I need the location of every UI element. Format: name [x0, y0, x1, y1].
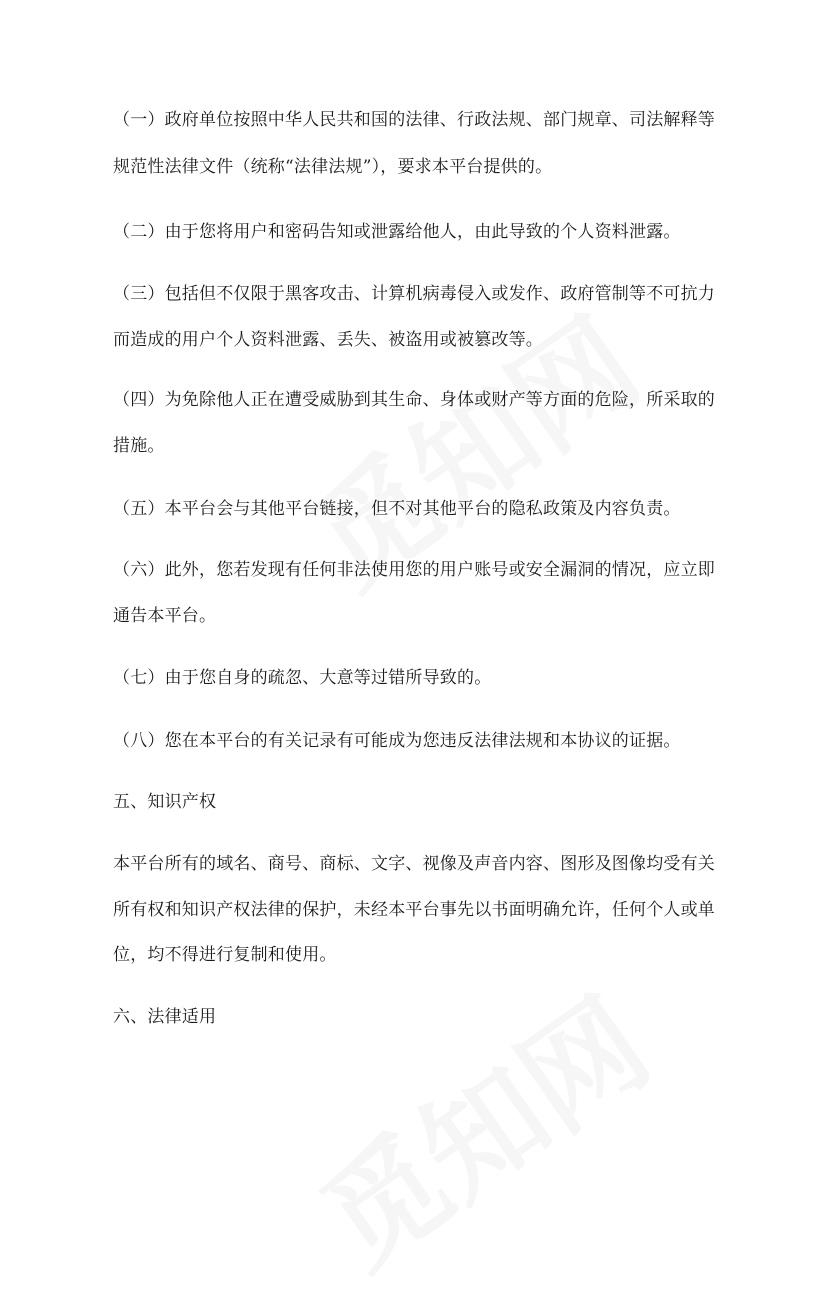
paragraph-1-line-1: （一）政府单位按照中华人民共和国的法律、行政法规、部门规章、司法解释等	[113, 110, 715, 130]
paragraph-8-line-1: （八）您在本平台的有关记录有可能成为您违反法律法规和本协议的证据。	[113, 731, 681, 751]
paragraph-6-line-1: （六）此外，您若发现有任何非法使用您的用户账号或安全漏洞的情况，应立即	[113, 560, 715, 580]
paragraph-4-line-1: （四）为免除他人正在遭受威胁到其生命、身体或财产等方面的危险，所采取的	[113, 390, 715, 410]
watermark-lower	[283, 952, 677, 1299]
paragraph-3-line-1: （三）包括但不仅限于黑客攻击、计算机病毒侵入或发作、政府管制等不可抗力	[113, 284, 715, 304]
paragraph-9-line-1: 本平台所有的域名、商号、商标、文字、视像及声音内容、图形及图像均受有关	[113, 854, 715, 874]
paragraph-9-line-3: 位，均不得进行复制和使用。	[113, 945, 337, 965]
paragraph-6-line-2: 通告本平台。	[113, 606, 217, 626]
section-heading-5: 五、知识产权	[113, 792, 217, 812]
paragraph-9-line-2: 所有权和知识产权法律的保护，未经本平台事先以书面明确允许，任何个人或单	[113, 900, 715, 920]
section-heading-6: 六、法律适用	[113, 1007, 217, 1027]
paragraph-5-line-1: （五）本平台会与其他平台链接，但不对其他平台的隐私政策及内容负责。	[113, 499, 681, 519]
paragraph-7-line-1: （七）由于您自身的疏忽、大意等过错所导致的。	[113, 668, 492, 688]
paragraph-2-line-1: （二）由于您将用户和密码告知或泄露给他人，由此导致的个人资料泄露。	[113, 222, 681, 242]
paragraph-1-line-2: 规范性法律文件（统称“法律法规”），要求本平台提供的。	[113, 157, 553, 177]
paragraph-3-line-2: 而造成的用户个人资料泄露、丢失、被盗用或被篡改等。	[113, 330, 543, 350]
paragraph-4-line-2: 措施。	[113, 436, 165, 456]
